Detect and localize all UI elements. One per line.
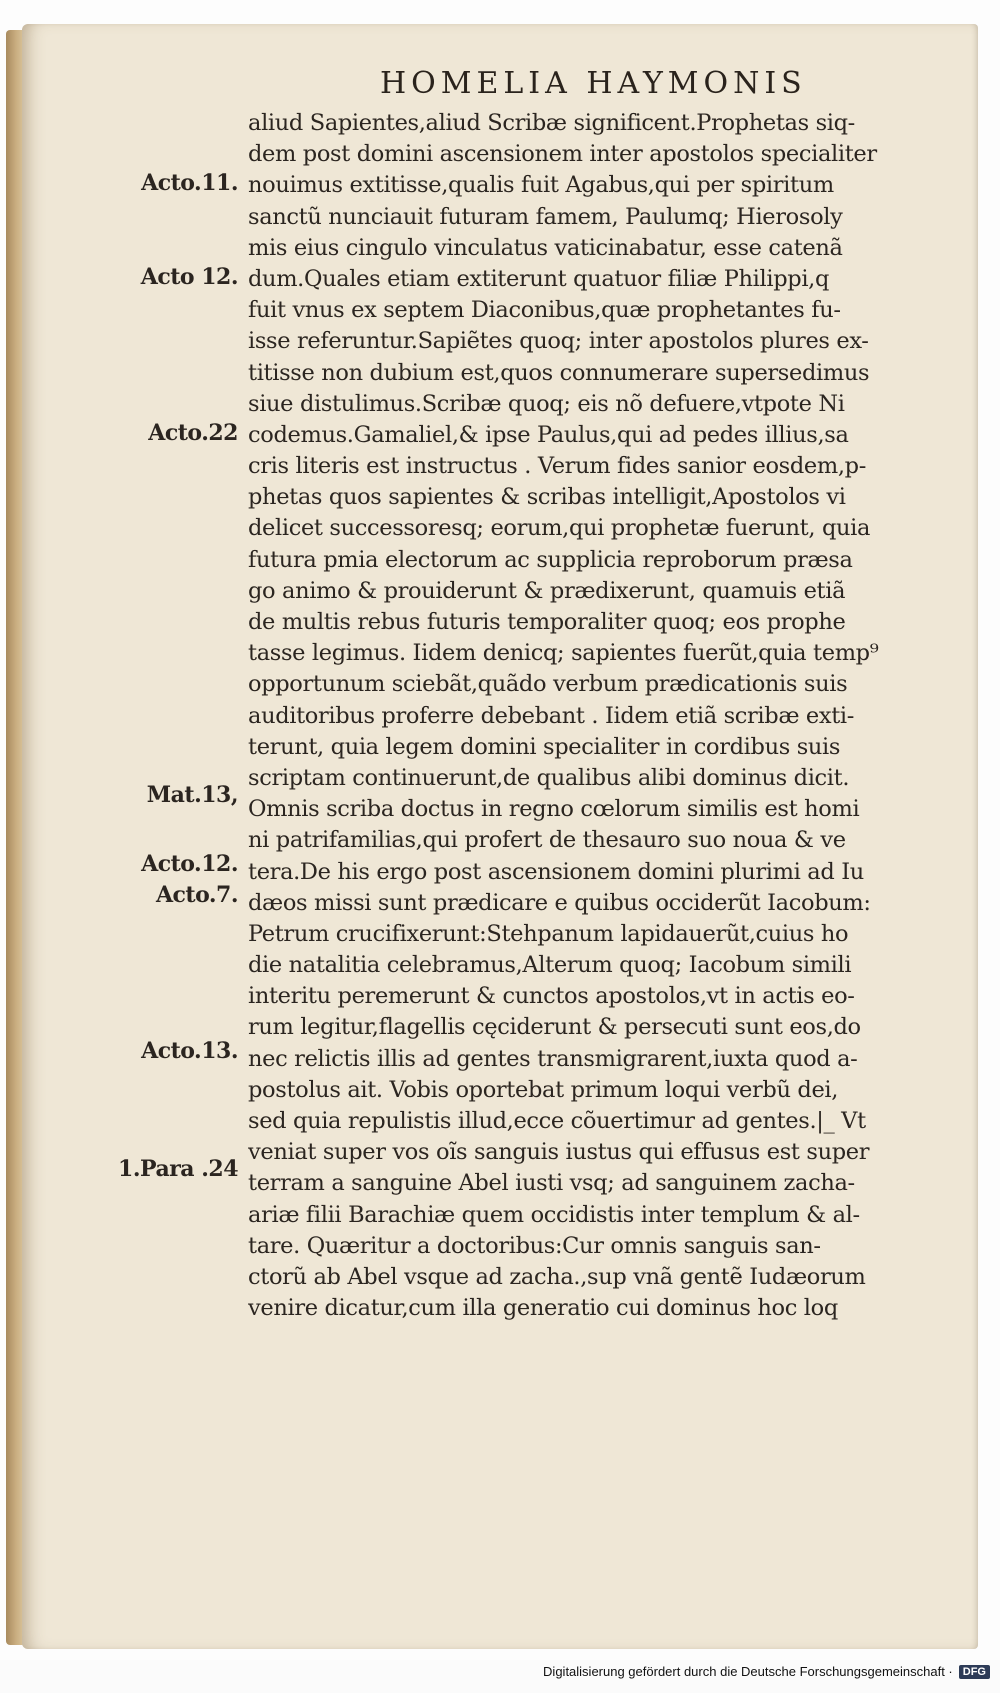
text-line: nouimus extitisse,qualis fuit Agabus,qui per spiritum — [248, 172, 834, 199]
text-line: interitu peremerunt & cunctos apostolos,vt in actis eo- — [248, 983, 855, 1010]
text-line: terram a sanguine Abel iusti vsq; ad sanguinem zacha- — [248, 1170, 855, 1197]
text-line: codemus.Gamaliel,& ipse Paulus,qui ad pedes illius,sa — [248, 421, 849, 448]
text-line: aliud Sapientes,aliud Scribæ significent.Prophetas siq- — [248, 110, 855, 136]
text-line: sed quia repulistis illud,ecce cõuertimur ad gentes.|_ Vt — [248, 1108, 866, 1134]
text-line: dem post domini ascensionem inter apostolos specialiter — [248, 141, 877, 168]
text-line: opportunum sciebãt,quãdo verbum prædicationis suis — [248, 671, 848, 698]
text-line: Omnis scriba doctus in regno cœlorum similis est homi — [248, 796, 860, 823]
text-line: postolus ait. Vobis oportebat primum loqui verbũ dei, — [248, 1076, 839, 1103]
text-line: veniat super vos oĩs sanguis iustus qui effusus est super — [248, 1139, 870, 1166]
text-line: siue distulimus.Scribæ quoq; eis nõ defuere,vtpote Ni — [248, 390, 845, 417]
text-line: cris literis est instructus . Verum fides sanior eosdem,p- — [248, 453, 866, 480]
margin-note: Acto.7. — [155, 881, 238, 908]
text-line: titisse non dubium est,quos connumerare supersedimus — [248, 359, 870, 386]
margin-notes — [0, 0, 248, 1300]
text-line: auditoribus proferre debebant . Iidem etiã scribæ exti- — [248, 702, 855, 729]
text-line: scriptam continuerunt,de qualibus alibi dominus dicit. — [248, 764, 850, 791]
text-line: rum legitur,flagellis cęciderunt & persecuti sunt eos,do — [248, 1014, 861, 1041]
text-line: ariæ filii Barachiæ quem occidistis inter templum & al- — [248, 1201, 860, 1228]
text-line: ctorũ ab Abel vsque ad zacha.,sup vnã gentẽ Iudæorum — [248, 1263, 866, 1290]
text-line: phetas quos sapientes & scribas intelligit,Apostolos vi — [248, 484, 846, 511]
text-line: dæos missi sunt prædicare e quibus occiderũt Iacobum: — [248, 889, 871, 916]
dfg-logo: DFG — [959, 1665, 990, 1679]
margin-note: Acto.11. — [141, 170, 238, 197]
text-line: dum.Quales etiam extiterunt quatuor filiæ Philippi,q — [248, 265, 830, 292]
footer — [543, 1664, 990, 1679]
text-line: nec relictis illis ad gentes transmigrarent,iuxta quod a- — [248, 1045, 858, 1072]
text-line: Petrum crucifixerunt:Stehpanum lapidauerũt,cuius ho — [248, 920, 849, 947]
text-line: isse referuntur.Sapiẽtes quoq; inter apostolos plures ex- — [248, 328, 869, 355]
text-line: sanctũ nunciauit futuram famem, Paulumq; Hierosoly — [248, 203, 843, 230]
text-line: die natalitia celebramus,Alterum quoq; Iacobum simili — [248, 952, 852, 979]
margin-note: Acto 12. — [140, 264, 238, 290]
margin-note: Acto.12. — [141, 850, 238, 877]
text-line: delicet successoresq; eorum,qui prophetæ fuerunt, quia — [248, 515, 871, 542]
text-line: terunt, quia legem domini specialiter in cordibus suis — [248, 733, 841, 760]
running-head: HOMELIA HAYMONIS — [380, 66, 807, 101]
text-line: go animo & prouiderunt & prædixerunt, quamuis etiã — [248, 577, 846, 604]
text-line: fuit vnus ex septem Diaconibus,quæ prophetantes fu- — [248, 297, 841, 324]
body-text — [248, 108, 948, 1324]
text-line: mis eius cingulo vinculatus vaticinabatur, esse catenã — [248, 234, 843, 261]
footer-text: Digitalisierung gefördert durch die Deutsche Forschungsgemeinschaft · — [543, 1664, 953, 1679]
margin-note: Acto.22 — [148, 420, 238, 446]
text-line: venire dicatur,cum illa generatio cui dominus hoc loq — [248, 1295, 838, 1322]
text-line: tera.De his ergo post ascensionem domini plurimi ad Iu — [248, 858, 864, 885]
text-line: futura pmia electorum ac supplicia reproborum præsa — [248, 546, 853, 573]
margin-note: Acto.13. — [141, 1037, 238, 1064]
margin-note: 1.Para .24 — [118, 1156, 238, 1183]
margin-note: Mat.13, — [146, 781, 238, 808]
text-line: tare. Quæritur a doctoribus:Cur omnis sanguis san- — [248, 1232, 821, 1259]
text-line: tasse legimus. Iidem denicq; sapientes fuerũt,quia temp⁹ — [248, 640, 879, 667]
text-line: ni patrifamilias,qui profert de thesauro suo noua & ve — [248, 827, 846, 854]
text-line: de multis rebus futuris temporaliter quoq; eos prophe — [248, 609, 846, 635]
